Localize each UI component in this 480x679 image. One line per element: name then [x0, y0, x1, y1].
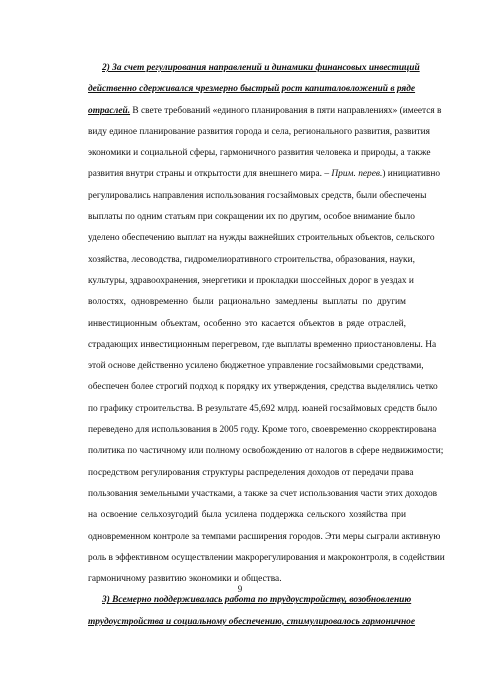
text-line: политика по частичному или полному освобождению от налогов в сфере недвижимости;	[88, 446, 444, 457]
text-line: регулировались направления использования госзаймовых средств, были обеспечены	[88, 190, 427, 201]
body-text	[88, 58, 445, 633]
translator-note: Прим. перев.	[331, 169, 383, 180]
text-line: обеспечен более строгий подход к порядку их утверждения, средства выделялись четко	[88, 382, 438, 393]
text-line: одновременном контроле за темпами расширения городов. Эти меры сыграли активную	[88, 531, 441, 542]
text-line: на освоение сельхозугодий была усилена поддержка сельского хозяйства при	[88, 510, 406, 521]
paragraph-3-heading-line-1: 3) Всемерно поддерживалась работа по трудоустройству, возобновлению	[102, 595, 412, 606]
paragraph-2-line-3: отраслей. В свете требований «единого планирования в пяти направлениях» (имеется в	[88, 105, 442, 116]
paragraph-2-heading-line-1: 2) За счет регулирования направлений и динамики финансовых инвестиций	[102, 63, 420, 73]
paragraph-3-heading-line-2: трудоустройства и социальному обеспечению, стимулировалось гармоничное	[88, 616, 416, 627]
text-line: инвестиционным объектам, особенно это касается объектов в ряде отраслей,	[88, 318, 406, 329]
text-line: гармоничному развитию экономики и общества.	[88, 574, 282, 585]
text-line: по графику строительства. В результате 45,692 млрд. юаней госзаймовых средств было	[88, 403, 438, 414]
text-line: выплаты по одним статьям при сокращении их по другим, особое внимание было	[88, 212, 415, 223]
text-line: пользования земельными участками, а также за счет использования части этих доходов	[88, 488, 438, 499]
text-line: экономики и социальной сферы, гармоничного развития человека и природы, а также	[88, 148, 431, 159]
text-line: переведено для использования в 2005 году. Кроме того, своевременно скорректирована	[88, 425, 437, 436]
text-line: развития внутри страны и открытости для внешнего мира. – Прим. перев.) инициативно	[88, 169, 441, 180]
text-line: роль в эффективном осуществлении макрорегулирования и макроконтроля, в содействии	[88, 552, 445, 563]
text-line: страдающих инвестиционным перегревом, где выплаты временно приостановлены. На	[88, 339, 437, 350]
paragraph-2-heading-line-2: действенно сдерживался чрезмерно быстрый рост капиталовложений в ряде	[88, 84, 416, 95]
page-number: 9	[237, 584, 243, 594]
text-line: посредством регулирования структуры распределения доходов от передачи права	[88, 467, 414, 478]
text-line: уделено обеспечению выплат на нужды важнейших строительных объектов, сельского	[88, 233, 435, 244]
text-line: виду единое планирование развития города и села, регионального развития, развития	[88, 126, 430, 137]
text-line: хозяйства, лесоводства, гидромелиоративного строительства, образования, науки,	[88, 254, 415, 265]
text-line: волостях, одновременно были рационально замедлены выплаты по другим	[88, 297, 406, 308]
text-line: этой основе действенно усилено бюджетное управление госзаймовыми средствами,	[88, 361, 424, 372]
text-line: культуры, здравоохранения, энергетики и прокладки шоссейных дорог в уездах и	[88, 275, 414, 286]
